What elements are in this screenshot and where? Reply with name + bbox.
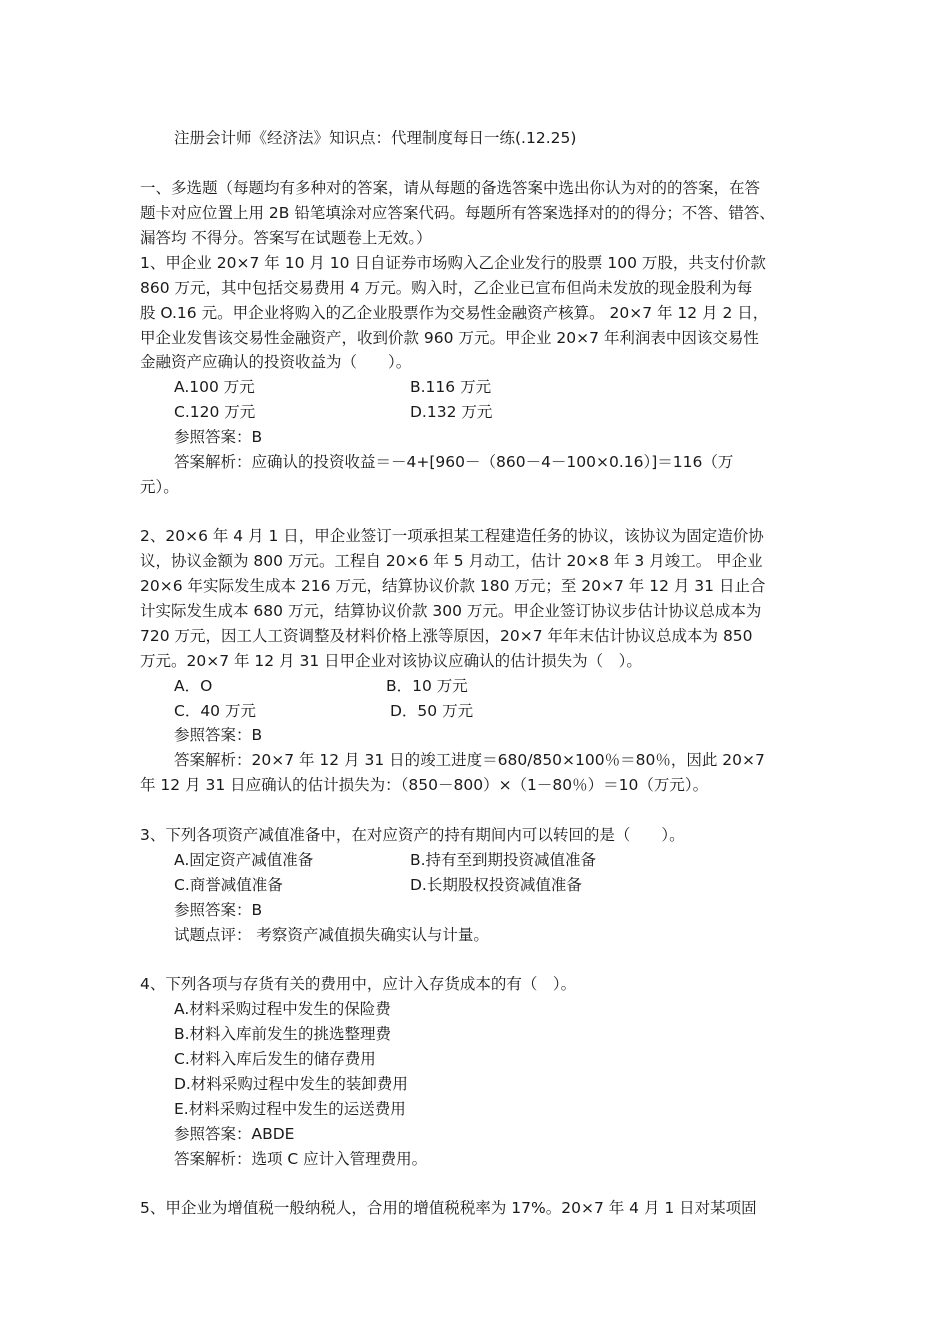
q1-option-b: B.116 万元	[410, 378, 492, 396]
q4-stem: 4、下列各项与存货有关的费用中，应计入存货成本的有（ ）。	[140, 975, 577, 993]
q5-stem: 5、甲企业为增值税一般纳税人，合用的增值税税率为 17%。20×7 年 4 月 1 日对某项固	[140, 1199, 757, 1217]
page-title: 注册会计师《经济法》知识点：代理制度每日一练(.12.25)	[174, 129, 577, 147]
q3-option-c: C.商誉减值准备	[174, 876, 283, 894]
q1-stem-line: 1、甲企业 20×7 年 10 月 10 日自证券市场购入乙企业发行的股票 100 万股，共支付价款	[140, 254, 766, 272]
q2-stem-line: 万元。20×7 年 12 月 31 日甲企业对该协议应确认的估计损失为（ ）。	[140, 652, 642, 670]
q1-stem-line: 860 万元，其中包括交易费用 4 万元。购入时，乙企业已宣布但尚未发放的现金股利为每	[140, 279, 753, 297]
q2-stem-line: 20×6 年实际发生成本 216 万元，结算协议价款 180 万元；至 20×7 年 12 月 31 日止合	[140, 577, 766, 595]
q2-explanation-cont: 年 12 月 31 日应确认的估计损失为：（850－800）×（1－80％）＝10（万元）。	[140, 776, 709, 794]
q1-stem-line: 甲企业发售该交易性金融资产，收到价款 960 万元。甲企业 20×7 年利润表中因该交易性	[140, 329, 759, 347]
q4-explanation: 答案解析：选项 C 应计入管理费用。	[174, 1150, 428, 1168]
q1-stem-line: 股 O.16 元。甲企业将购入的乙企业股票作为交易性金融资产核算。 20×7 年 12 月 2 日，	[140, 304, 769, 322]
q3-comment: 试题点评： 考察资产减值损失确实认与计量。	[174, 926, 489, 944]
q2-stem-line: 计实际发生成本 680 万元，结算协议价款 300 万元。甲企业签订协议步估计协议总成本为	[140, 602, 762, 620]
q4-option: A.材料采购过程中发生的保险费	[174, 1000, 391, 1018]
q3-option-b: B.持有至到期投资减值准备	[410, 851, 597, 869]
q2-option-d: D．50 万元	[390, 702, 474, 720]
q1-option-c: C.120 万元	[174, 403, 256, 421]
q2-explanation: 答案解析：20×7 年 12 月 31 日的竣工进度＝680/850×100％＝80％，因此 20×7	[174, 751, 765, 769]
section-intro-line: 题卡对应位置上用 2B 铅笔填涂对应答案代码。每题所有答案选择对的的得分；不答、错答、	[140, 204, 775, 222]
q3-option-d: D.长期股权投资减值准备	[410, 876, 582, 894]
q4-option: D.材料采购过程中发生的装卸费用	[174, 1075, 408, 1093]
q2-option-a: A．O	[174, 677, 213, 695]
q3-option-a: A.固定资产减值准备	[174, 851, 314, 869]
q4-answer: 参照答案：ABDE	[174, 1125, 295, 1143]
q3-answer: 参照答案：B	[174, 901, 263, 919]
q1-answer: 参照答案：B	[174, 428, 263, 446]
q1-stem-line: 金融资产应确认的投资收益为（ ）。	[140, 353, 412, 371]
q2-answer: 参照答案：B	[174, 726, 263, 744]
q3-stem: 3、下列各项资产减值准备中，在对应资产的持有期间内可以转回的是（ ）。	[140, 826, 685, 844]
q1-option-d: D.132 万元	[410, 403, 493, 421]
q4-option: B.材料入库前发生的挑选整理费	[174, 1025, 392, 1043]
q4-option: C.材料入库后发生的储存费用	[174, 1050, 376, 1068]
section-intro-line: 漏答均 不得分。答案写在试题卷上无效。）	[140, 229, 432, 247]
q1-explanation: 答案解析：应确认的投资收益＝－4+[960－（860－4－100×0.16）]＝116（万	[174, 453, 734, 471]
q4-option: E.材料采购过程中发生的运送费用	[174, 1100, 406, 1118]
q2-stem-line: 720 万元，因工人工资调整及材料价格上涨等原因，20×7 年年末估计协议总成本为 850	[140, 627, 753, 645]
q2-stem-line: 议，协议金额为 800 万元。工程自 20×6 年 5 月动工，估计 20×8 年 3 月竣工。 甲企业	[140, 552, 763, 570]
q2-stem-line: 2、20×6 年 4 月 1 日，甲企业签订一项承担某工程建造任务的协议，该协议为固定造价协	[140, 527, 764, 545]
q1-explanation-cont: 元）。	[140, 478, 179, 496]
section-intro-line: 一、多选题（每题均有多种对的答案，请从每题的备选答案中选出你认为对的的答案，在答	[140, 179, 761, 197]
q2-option-c: C．40 万元	[174, 702, 256, 720]
q1-option-a: A.100 万元	[174, 378, 255, 396]
q2-option-b: B．10 万元	[386, 677, 468, 695]
